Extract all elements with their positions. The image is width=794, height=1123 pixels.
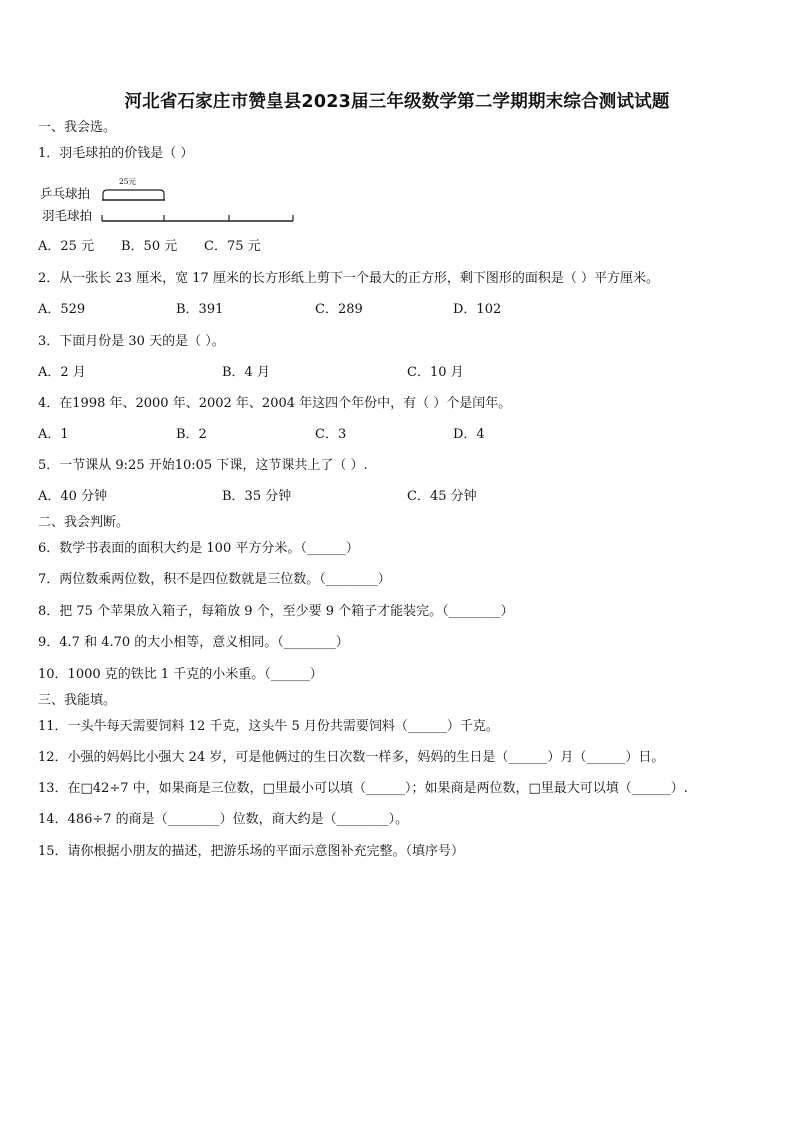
- section-heading-judge: 二、我会判断。: [38, 515, 130, 530]
- question-2: 2．从一张长 23 厘米，宽 17 厘米的长方形纸上剪下一个最大的正方形，剩下图形的面积是（ ）平方厘米。: [38, 271, 660, 286]
- question-6: 6．数学书表面的面积大约是 100 平方分米。（______）: [38, 541, 359, 556]
- question-10: 10．1000 克的铁比 1 千克的小米重。（______）: [38, 667, 323, 682]
- q2-option-c[interactable]: C．289: [315, 302, 363, 317]
- question-14: 14．486÷7 的商是（________）位数，商大约是（________）。: [38, 812, 409, 827]
- q4-option-a[interactable]: A．1: [38, 427, 69, 442]
- question-5: 5．一节课从 9:25 开始10:05 下课，这节课共上了（ ）.: [38, 458, 368, 473]
- question-11: 11．一头牛每天需要饲料 12 千克，这头牛 5 月份共需要饲料（______）千克。: [38, 719, 499, 734]
- q3-option-a[interactable]: A．2 月: [38, 365, 86, 380]
- question-15: 15．请你根据小朋友的描述，把游乐场的平面示意图补充完整。（填序号）: [38, 844, 465, 859]
- q1-option-b[interactable]: B．50 元: [121, 239, 178, 254]
- question-9: 9．4.7 和 4.70 的大小相等，意义相同。（________）: [38, 635, 349, 650]
- section-heading-choose: 一、我会选。: [38, 120, 117, 135]
- q5-option-a[interactable]: A．40 分钟: [38, 489, 108, 504]
- section-heading-fill: 三、我能填。: [38, 693, 117, 708]
- question-4: 4．在1998 年、2000 年、2002 年、2004 年这四个年份中，有（ ）个是闰年。: [38, 396, 512, 411]
- q4-option-d[interactable]: D．4: [453, 427, 485, 442]
- q3-option-b[interactable]: B．4 月: [222, 365, 270, 380]
- label-pingpong-paddle: 乒乓球拍: [40, 186, 91, 201]
- q5-option-c[interactable]: C．45 分钟: [407, 489, 477, 504]
- question-13: 13．在□42÷7 中，如果商是三位数，□里最小可以填（______）；如果商是两位数，□里最大可以填（______）.: [38, 781, 688, 796]
- q2-option-a[interactable]: A．529: [38, 302, 86, 317]
- q5-option-b[interactable]: B．35 分钟: [222, 489, 292, 504]
- q3-option-c[interactable]: C．10 月: [407, 365, 464, 380]
- q2-option-d[interactable]: D．102: [453, 302, 502, 317]
- question-3: 3．下面月份是 30 天的是（ ）。: [38, 334, 225, 349]
- label-badminton-racket: 羽毛球拍: [42, 208, 93, 223]
- q4-option-c[interactable]: C．3: [315, 427, 347, 442]
- price-label: 25元: [119, 177, 137, 186]
- page-title: 河北省石家庄市赞皇县2023届三年级数学第二学期期末综合测试试题: [124, 92, 670, 112]
- q1-option-a[interactable]: A．25 元: [38, 239, 95, 254]
- q4-option-b[interactable]: B．2: [176, 427, 207, 442]
- question-12: 12．小强的妈妈比小强大 24 岁，可是他俩过的生日次数一样多，妈妈的生日是（______）月（______）日。: [38, 750, 665, 765]
- q1-option-c[interactable]: C．75 元: [204, 239, 261, 254]
- question-8: 8．把 75 个苹果放入箱子，每箱放 9 个，至少要 9 个箱子才能装完。（________）: [38, 604, 514, 619]
- question-1: 1．羽毛球拍的价钱是（ ）: [38, 146, 194, 161]
- q1-bar-diagram: [40, 172, 300, 228]
- q2-option-b[interactable]: B．391: [176, 302, 224, 317]
- price-brace: [103, 190, 164, 200]
- question-7: 7．两位数乘两位数，积不是四位数就是三位数。（________）: [38, 572, 391, 587]
